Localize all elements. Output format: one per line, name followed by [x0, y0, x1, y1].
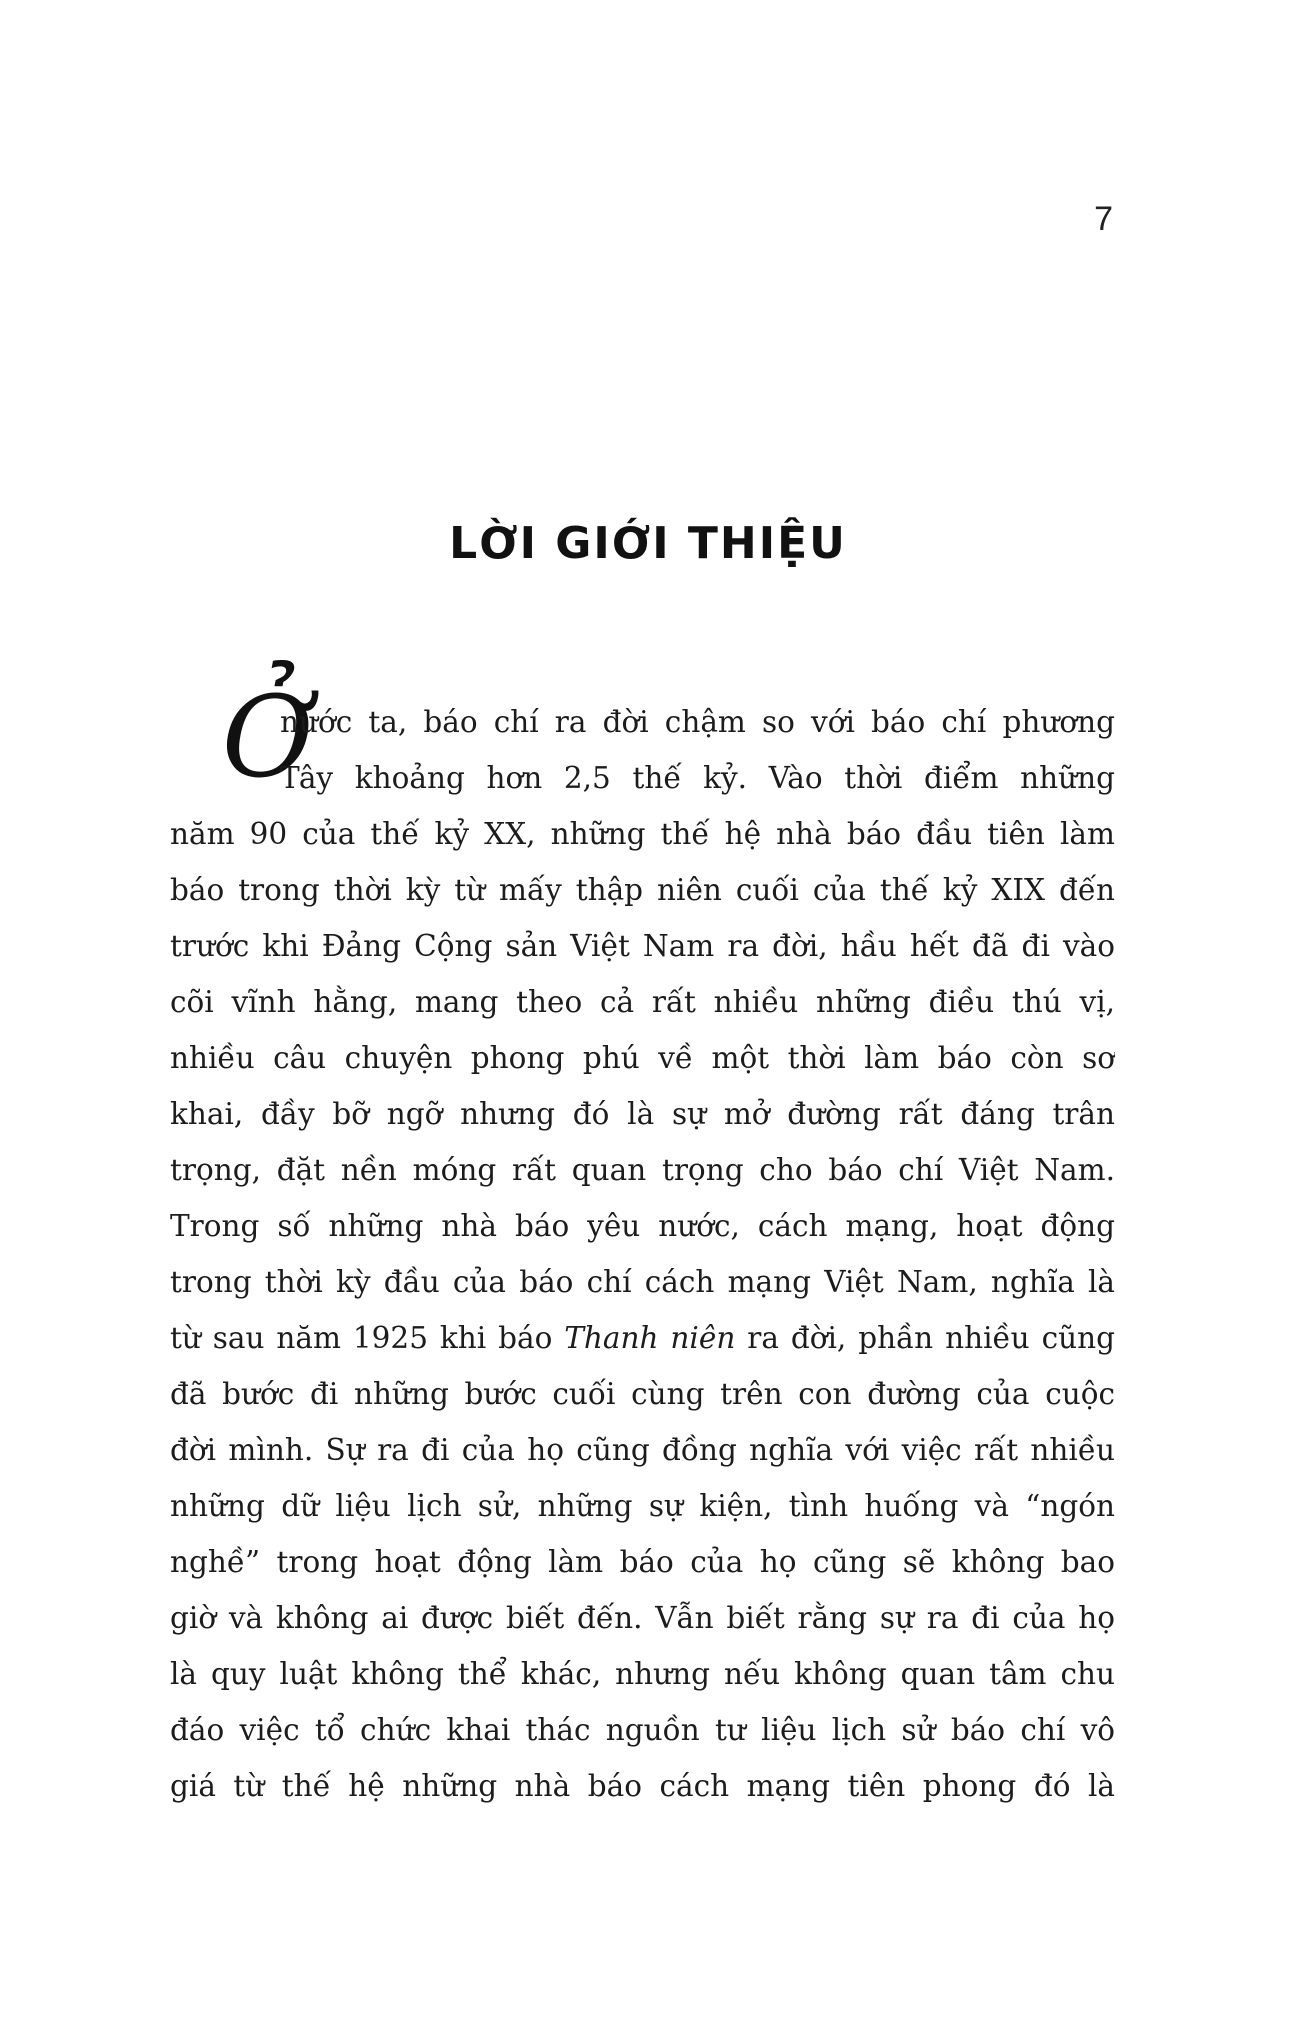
chapter-title: LỜI GIỚI THIỆU: [449, 518, 847, 569]
text-line: cõi vĩnh hằng, mang theo cả rất nhiều những điều thú vị,: [170, 985, 1115, 1019]
text-line: giờ và không ai được biết đến. Vẫn biết rằng sự ra đi của họ: [170, 1601, 1115, 1635]
text-line: Trong số những nhà báo yêu nước, cách mạng, hoạt động: [170, 1209, 1115, 1243]
text-line: khai, đầy bỡ ngỡ nhưng đó là sự mở đường rất đáng trân: [170, 1097, 1115, 1131]
text-line: trọng, đặt nền móng rất quan trọng cho báo chí Việt Nam.: [170, 1153, 1115, 1187]
drop-cap: Ở: [222, 673, 314, 803]
newspaper-title: Thanh niên: [564, 1321, 736, 1355]
text-line: báo trong thời kỳ từ mấy thập niên cuối của thế kỷ XIX đến: [170, 873, 1115, 907]
text-line: đã bước đi những bước cuối cùng trên con đường của cuộc: [170, 1377, 1115, 1411]
text-line: là quy luật không thể khác, nhưng nếu không quan tâm chu: [170, 1657, 1115, 1691]
text-line: Tây khoảng hơn 2,5 thế kỷ. Vào thời điểm những: [280, 761, 1115, 795]
body-paragraph: [170, 694, 1115, 1814]
text-line: năm 90 của thế kỷ XX, những thế hệ nhà báo đầu tiên làm: [170, 817, 1115, 851]
text-line: những dữ liệu lịch sử, những sự kiện, tình huống và “ngón: [170, 1489, 1115, 1523]
text-line: trước khi Đảng Cộng sản Việt Nam ra đời, hầu hết đã đi vào: [170, 929, 1115, 963]
text-line: nghề” trong hoạt động làm báo của họ cũng sẽ không bao: [170, 1545, 1115, 1579]
text-line: nhiều câu chuyện phong phú về một thời làm báo còn sơ: [170, 1041, 1115, 1075]
text-line: đáo việc tổ chức khai thác nguồn tư liệu lịch sử báo chí vô: [170, 1713, 1115, 1747]
text-line: giá từ thế hệ những nhà báo cách mạng tiên phong đó là: [170, 1769, 1115, 1803]
text-line: trong thời kỳ đầu của báo chí cách mạng Việt Nam, nghĩa là: [170, 1265, 1115, 1299]
text-segment: ra đời, phần nhiều cũng: [735, 1321, 1115, 1355]
text-line: nước ta, báo chí ra đời chậm so với báo chí phương: [280, 705, 1115, 739]
text-line-with-italic: [170, 1310, 1115, 1366]
text-line: đời mình. Sự ra đi của họ cũng đồng nghĩa với việc rất nhiều: [170, 1433, 1115, 1467]
page-number: 7: [1094, 200, 1113, 238]
text-segment: từ sau năm 1925 khi báo: [170, 1321, 565, 1355]
